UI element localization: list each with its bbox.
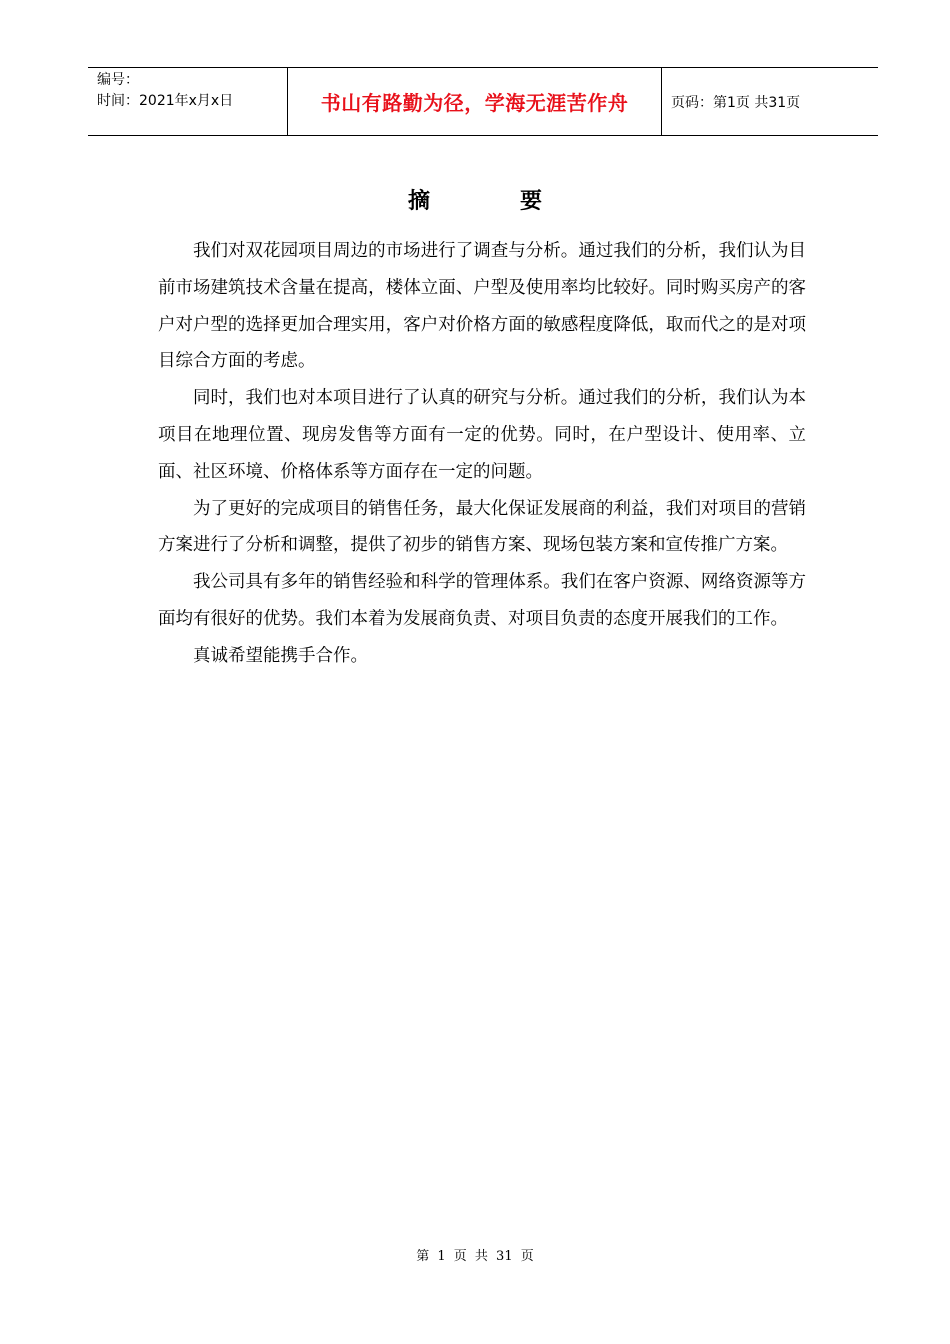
title-char-1: 摘 <box>407 189 430 214</box>
document-number-label: 编号： <box>97 72 139 88</box>
page-footer: 第 1 页 共 31 页 <box>416 1249 534 1264</box>
paragraph: 真诚希望能携手合作。 <box>193 645 368 666</box>
paragraph: 同时，我们也对本项目进行了认真的研究与分析。通过我们的分析，我们认为本项目在地理位置、现房发售等方面有一定的优势。同时，在户型设计、使用率、立面、社区环境、价格体系等方面存在一定的问题。 <box>158 388 806 482</box>
abstract-body <box>158 233 806 675</box>
header-page-info: 页码：第1页 共31页 <box>671 94 801 111</box>
document-header <box>88 67 878 136</box>
header-motto: 书山有路勤为径，学海无涯苦作舟 <box>320 91 629 115</box>
header-motto-cell <box>288 68 662 135</box>
paragraph: 我公司具有多年的销售经验和科学的管理体系。我们在客户资源、网络资源等方面均有很好的优势。我们本着为发展商负责、对项目负责的态度开展我们的工作。 <box>158 572 806 629</box>
document-date: 时间：2021年x月x日 <box>97 93 234 109</box>
header-meta-cell <box>88 68 288 135</box>
page-title <box>0 186 950 218</box>
title-char-2: 要 <box>520 189 543 214</box>
header-page-cell <box>662 68 878 135</box>
paragraph: 为了更好的完成项目的销售任务，最大化保证发展商的利益，我们对项目的营销方案进行了分析和调整，提供了初步的销售方案、现场包装方案和宣传推广方案。 <box>158 498 806 556</box>
paragraph: 我们对双花园项目周边的市场进行了调查与分析。通过我们的分析，我们认为目前市场建筑技术含量在提高，楼体立面、户型及使用率均比较好。同时购买房产的客户对户型的选择更加合理实用，客户对价格方面的敏感程度降低，取而代之的是对项目综合方面的考虑。 <box>158 241 806 372</box>
